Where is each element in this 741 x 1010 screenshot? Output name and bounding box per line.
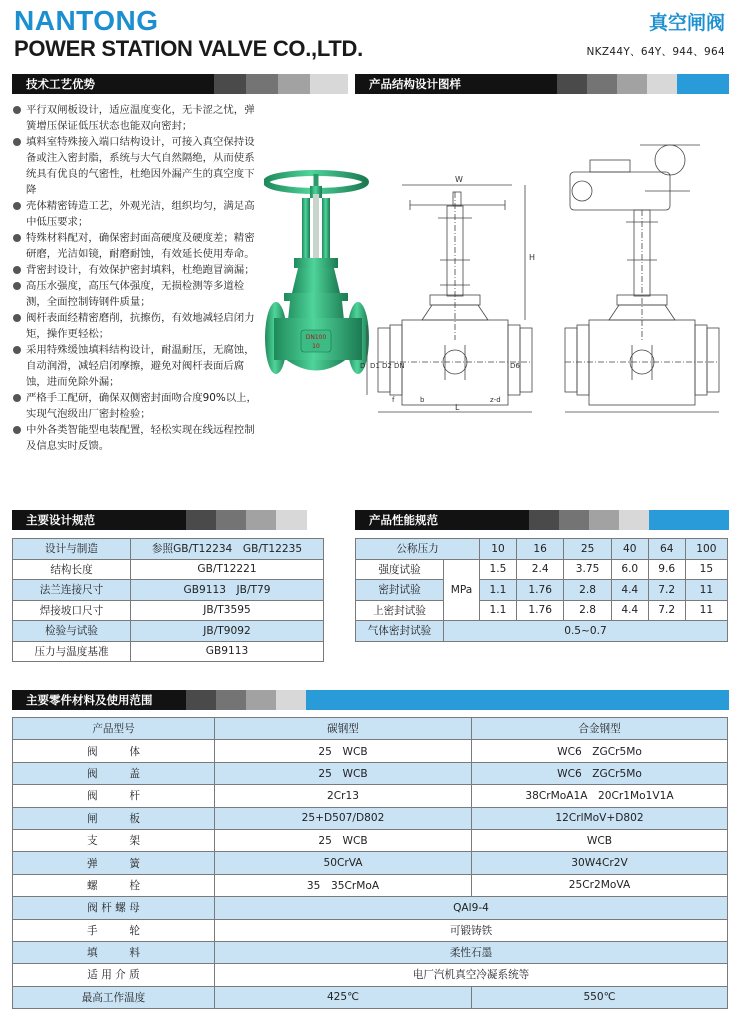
bullet-icon	[13, 314, 21, 322]
section-header-materials	[12, 690, 729, 710]
section-header-advantages	[12, 74, 348, 94]
list-item: 特殊材料配对，确保密封面高硬度及硬度差；精密研磨，光洁如镜，耐磨耐蚀，有效延长使用寿命。	[12, 230, 262, 262]
structure-drawing	[360, 100, 735, 430]
svg-text:W: W	[455, 175, 463, 184]
table-row: 阀 盖 25 WCB WC6 ZGCr5Mo	[13, 762, 728, 784]
bullet-icon	[13, 106, 21, 114]
list-item: 中外各类智能型电装配置，轻松实现在线远程控制及信息实时反馈。	[12, 422, 262, 454]
brand-block	[14, 6, 363, 62]
section-color-blocks	[214, 74, 348, 94]
section-color-blocks	[557, 74, 677, 94]
table-row: 检验与试验 JB/T9092	[13, 621, 324, 642]
table-row: 支 架 25 WCB WCB	[13, 829, 728, 851]
svg-text:D6: D6	[510, 362, 520, 370]
photo-label-size: DN100	[305, 334, 327, 341]
section-title: 产品结构设计图样	[355, 74, 557, 94]
section-color-blocks	[186, 690, 306, 710]
electric-valve-drawing	[565, 145, 719, 412]
table-row: 阀 体 25 WCB WC6 ZGCr5Mo	[13, 740, 728, 762]
company-name: POWER STATION VALVE CO.,LTD.	[14, 36, 363, 61]
svg-text:b: b	[420, 396, 425, 404]
bullet-icon	[13, 202, 21, 210]
svg-text:z-d: z-d	[490, 396, 501, 404]
list-item: 填料室特殊接入端口结构设计，可接入真空保持设备或注入密封脂，系统与大气自然隔绝，从而使系统具有优良的气密性，杜绝因外漏产生的真空度下降	[12, 134, 262, 198]
svg-text:D2: D2	[382, 362, 392, 370]
svg-text:DN: DN	[394, 362, 405, 370]
product-title: 真空闸阀	[648, 12, 725, 34]
bullet-icon	[13, 282, 21, 290]
table-row: 公称压力 10 16 25 40 64 100	[356, 539, 728, 560]
list-item: 壳体精密铸造工艺，外观光洁，组织均匀，满足高中低压要求；	[12, 198, 262, 230]
table-row: 结构长度 GB/T12221	[13, 559, 324, 580]
table-row: 螺 栓 35 35CrMoA 25Cr2MoVA	[13, 874, 728, 896]
table-row: 闸 板 25+D507/D802 12CrlMoV+D802	[13, 807, 728, 829]
svg-text:H: H	[529, 253, 536, 262]
table-row: 阀 杆 2Cr13 38CrMoA1A 20Cr1Mo1V1A	[13, 785, 728, 807]
list-item: 采用特殊缓蚀填料结构设计，耐温耐压，无腐蚀，自动润滑，减轻启闭摩擦，避免对阀杆表面后腐蚀，进而免除外漏；	[12, 342, 262, 390]
bullet-icon	[13, 346, 21, 354]
section-header-structure	[355, 74, 729, 94]
list-item: 背密封设计，有效保护密封填料，杜绝跑冒滴漏；	[12, 262, 262, 278]
section-title: 主要零件材料及使用范围	[12, 690, 186, 710]
section-tail	[649, 510, 729, 530]
table-row: 上密封试验 1.1 1.76 2.8 4.4 7.2 11	[356, 600, 728, 621]
table-row: 设计与制造 参照GB/T12234 GB/T12235	[13, 539, 324, 560]
table-row: 阀 杆 螺 母 QAl9-4	[13, 897, 728, 919]
section-title: 技术工艺优势	[12, 74, 214, 94]
table-row: 填 料 柔性石墨	[13, 941, 728, 963]
table-row: 手 轮 可锻铸铁	[13, 919, 728, 941]
table-row: 压力与温度基准 GB9113	[13, 641, 324, 662]
svg-text:D: D	[360, 362, 366, 370]
list-item: 平行双闸板设计，适应温度变化，无卡涩之忧，弹簧增压保证低压状态也能双向密封；	[12, 102, 262, 134]
table-row: 最高工作温度 425℃ 550℃	[13, 986, 728, 1008]
table-row: 法兰连接尺寸 GB9113 JB/T79	[13, 580, 324, 601]
bullet-icon	[13, 266, 21, 274]
section-title: 产品性能规范	[355, 510, 529, 530]
table-row: 适 用 介 质 电厂汽机真空冷凝系统等	[13, 964, 728, 986]
bullet-icon	[13, 138, 21, 146]
table-row: 强度试验 MPa 1.5 2.4 3.75 6.0 9.6 15	[356, 559, 728, 580]
performance-table	[355, 538, 728, 642]
bullet-icon	[13, 234, 21, 242]
table-row: 气体密封试验 0.5~0.7	[356, 621, 728, 642]
design-spec-table	[12, 538, 324, 662]
bullet-icon	[13, 394, 21, 402]
section-header-design-spec	[12, 510, 325, 530]
table-row: 密封试验 1.1 1.76 2.8 4.4 7.2 11	[356, 580, 728, 601]
feature-list	[12, 102, 262, 454]
section-tail	[306, 690, 729, 710]
table-row: 焊接坡口尺寸 JB/T3595	[13, 600, 324, 621]
manual-valve-drawing	[360, 175, 535, 412]
table-row: 产品型号 碳钢型 合金钢型	[13, 718, 728, 740]
section-tail	[677, 74, 729, 94]
bullet-icon	[13, 426, 21, 434]
materials-table	[12, 717, 728, 1009]
list-item: 高压水强度，高压气体强度，无损检测等多道检测，全面控制铸钢件质量；	[12, 278, 262, 310]
list-item: 严格手工配研，确保双侧密封面吻合度90%以上，实现气泡级出厂密封检验；	[12, 390, 262, 422]
model-numbers: NKZ44Y、64Y、944、964	[586, 46, 725, 58]
brand-name: NANTONG	[14, 5, 159, 36]
svg-text:L: L	[455, 403, 460, 412]
list-item: 阀杆表面经精密磨削，抗擦伤，有效地减轻启闭力矩，操作更轻松；	[12, 310, 262, 342]
svg-text:D1: D1	[370, 362, 380, 370]
svg-text:f: f	[392, 396, 395, 404]
section-title: 主要设计规范	[12, 510, 186, 530]
table-row: 弹 簧 50CrVA 30W4Cr2V	[13, 852, 728, 874]
section-header-performance	[355, 510, 729, 530]
section-color-blocks	[186, 510, 307, 530]
photo-label-pressure: 10	[312, 343, 320, 350]
section-color-blocks	[529, 510, 649, 530]
